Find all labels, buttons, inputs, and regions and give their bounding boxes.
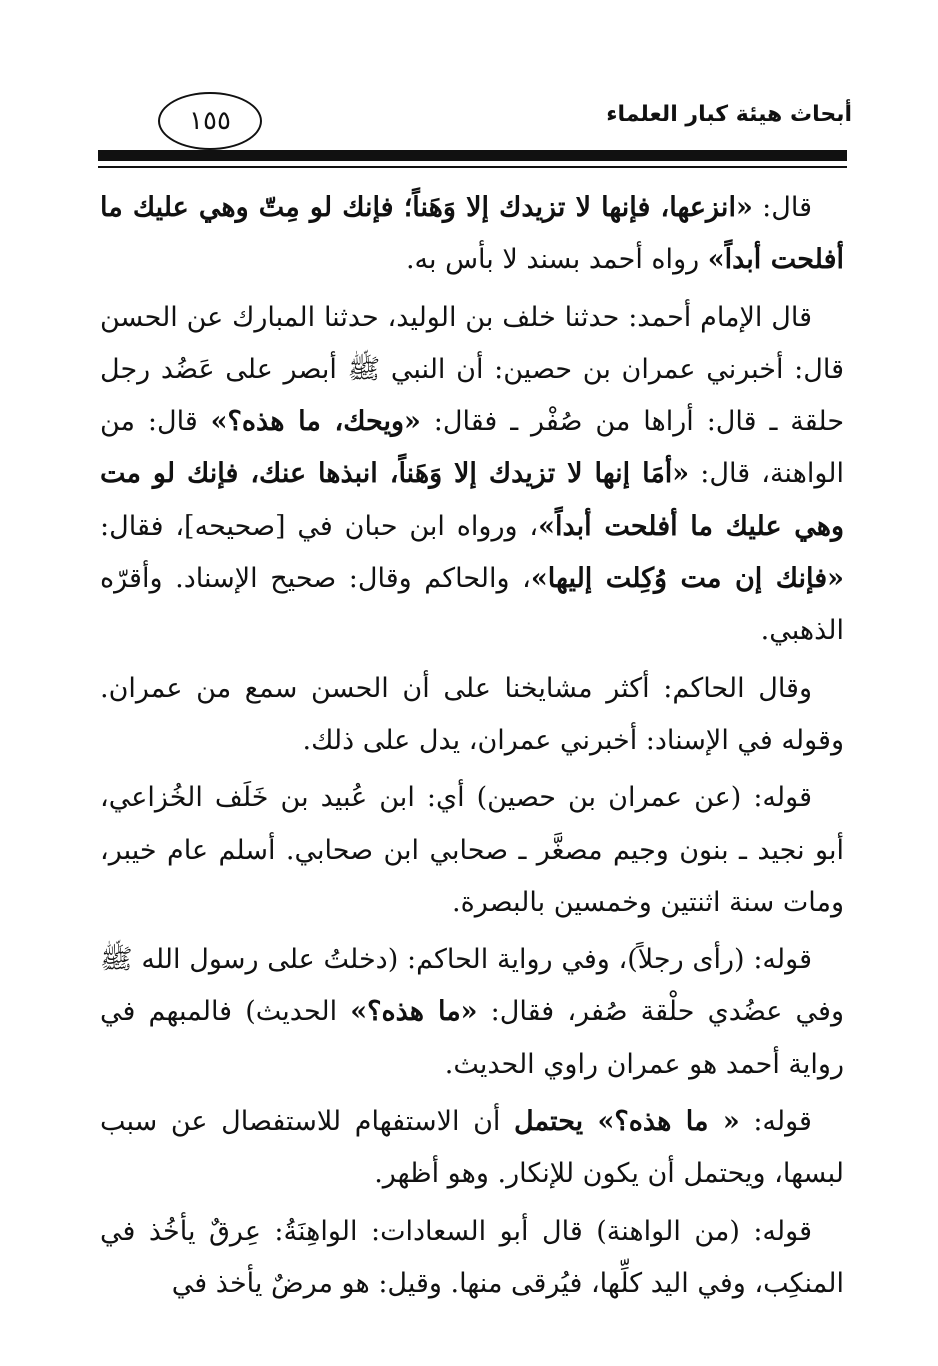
paragraph	[100, 772, 844, 929]
hadith-quote: «فإنك إن مت وُكِلت إليها»	[530, 563, 844, 595]
text-run: قال: من الواهنة، قال:	[100, 406, 844, 490]
text-run: قال الإمام أحمد: حدثنا خلف بن الوليد، حدثنا المبارك عن الحسن قال: أخبرني عمران بن حصين: أن النبي ﷺ أبصر على عَضُد رجل حلقة ـ قال: أراها من صُفْر ـ فقال:	[100, 301, 845, 438]
page-body	[100, 182, 844, 1322]
text-run: وقال الحاكم: أكثر مشايخنا على أن الحسن سمع من عمران. وقوله في الإسناد: أخبرني عمران، يدل على ذلك.	[100, 672, 844, 756]
paragraph	[100, 934, 844, 1091]
hadith-quote: «انزعها، فإنها لا تزيدك إلا وَهَناً؛ فإنك لو مِتّ وهي عليك ما أفلحت أبداً»	[100, 192, 844, 276]
book-title: أبحاث هيئة كبار العلماء	[606, 102, 852, 127]
text-run: رواه أحمد بسند لا بأس به.	[405, 244, 708, 276]
text-run: قوله: (رأى رجلاً)، وفي رواية الحاكم: (دخلتُ على رسول الله ﷺ وفي عضُدي حلْقة صُفر، فقال:	[100, 944, 844, 1028]
text-run: الحديث) فالمبهم في رواية أحمد هو عمران راوي الحديث.	[100, 996, 844, 1080]
text-run: قوله:	[739, 1106, 812, 1138]
paragraph	[100, 182, 844, 287]
text-run: ، والحاكم وقال: صحيح الإسناد. وأقرّه الذهبي.	[100, 563, 844, 647]
text-run: أن الاستفهام للاستفصال عن سبب لبسها، ويحتمل أن يكون للإنكار. وهو أظهر.	[100, 1106, 844, 1190]
text-run: قال:	[752, 192, 812, 223]
page-header	[0, 0, 938, 175]
hadith-quote: « ما هذه؟» يحتمل	[514, 1106, 740, 1138]
text-run: قوله: (من الواهنة) قال أبو السعادات: الواهِنَةُ: عِرقٌ يأخُذ في المنكِب، وفي اليد كلِّها، فيُرقى منها. وقيل: هو مرضٌ يأخذ في	[100, 1215, 844, 1299]
header-rule-thin	[98, 166, 847, 168]
paragraph	[100, 1206, 844, 1311]
hadith-quote: «أمَا إنها لا تزيدك إلا وَهَناً، انبذها عنك، فإنك لو مت وهي عليك ما أفلحت أبداً»	[100, 458, 844, 542]
hadith-quote: «ما هذه؟»	[350, 996, 478, 1028]
paragraph	[100, 1096, 844, 1201]
page-number: ١٥٥	[158, 92, 262, 150]
hadith-quote: «ويحك، ما هذه؟»	[210, 406, 421, 438]
paragraph	[100, 292, 844, 658]
header-rule-thick	[98, 150, 847, 161]
paragraph	[100, 663, 844, 768]
text-run: قوله: (عن عمران بن حصين) أي: ابن عُبيد بن خَلَف الخُزاعي، أبو نجيد ـ بنون وجيم مصغَّر ـ صحابي ابن صحابي. أسلم عام خيبر، ومات سنة اثنتين وخمسين بالبصرة.	[100, 782, 844, 918]
text-run: ، ورواه ابن حبان في [صحيحه]، فقال:	[100, 510, 539, 542]
